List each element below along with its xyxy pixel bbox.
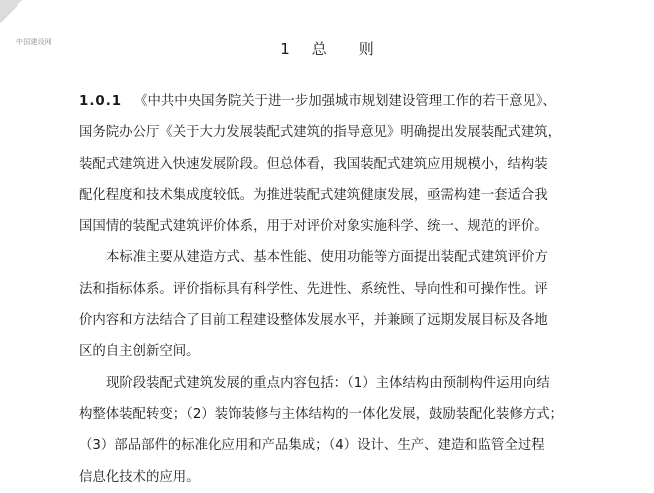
clause-line xyxy=(79,86,589,117)
clause-line: 国国情的装配式建筑评价体系，用于对评价对象实施科学、统一、规范的评价。 xyxy=(79,219,548,235)
clause-line: 配化程度和技术集成度较低。为推进装配式建筑健康发展，亟需构建一套适合我 xyxy=(79,187,548,203)
clause-line: 装配式建筑进入快速发展阶段。但总体看，我国装配式建筑应用规模小，结构装 xyxy=(79,156,548,172)
chapter-number: 1 xyxy=(280,40,290,58)
clause-number: 1.0.1 xyxy=(79,94,123,109)
watermark: 中国建设网 xyxy=(16,38,52,46)
paragraph-3-line: （3）部品部件的标准化应用和产品集成；（4）设计、生产、建造和监管全过程 xyxy=(79,438,545,454)
chapter-title-char-2: 则 xyxy=(358,40,374,58)
clause-text: 《中共中央国务院关于进一步加强城市规划建设管理工作的若干意见》、 xyxy=(134,94,556,109)
document-body xyxy=(79,86,589,493)
chapter-heading xyxy=(0,38,654,59)
paragraph-3-line: 信息化技术的应用。 xyxy=(79,469,200,485)
paragraph-2-line: 本标准主要从建造方式、基本性能、使用功能等方面提出装配式建筑评价方 xyxy=(106,250,548,266)
paragraph-2-line: 法和指标体系。评价指标具有科学性、先进性、系统性、导向性和可操作性。评 xyxy=(79,281,548,297)
paragraph-2-line: 区的自主创新空间。 xyxy=(79,344,200,360)
chapter-title-char-1: 总 xyxy=(311,40,327,58)
paragraph-3-line: 现阶段装配式建筑发展的重点内容包括：（1）主体结构由预制构件运用向结 xyxy=(106,375,550,391)
paragraph-2-line: 价内容和方法结合了目前工程建设整体发展水平，并兼顾了远期发展目标及各地 xyxy=(79,313,548,329)
paragraph-3-line: 构整体装配转变；（2）装饰装修与主体结构的一体化发展，鼓励装配化装修方式； xyxy=(79,406,563,422)
clause-line: 国务院办公厅《关于大力发展装配式建筑的指导意见》明确提出发展装配式建筑， xyxy=(79,125,562,141)
